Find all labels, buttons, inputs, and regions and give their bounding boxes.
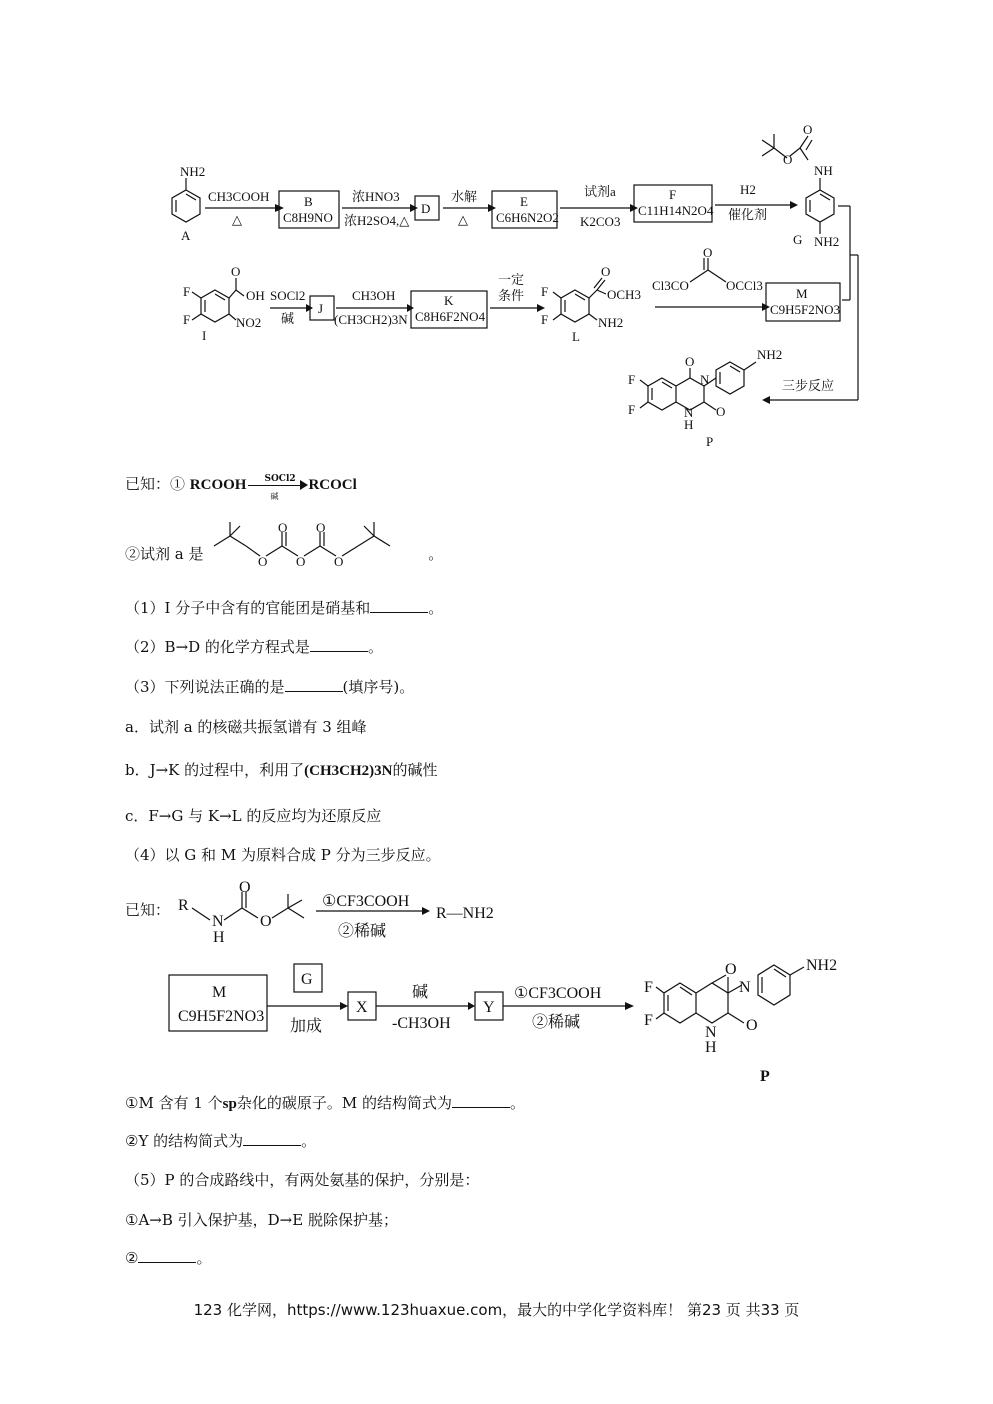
option-a: a．试剂 a 的核磁共振氢谱有 3 组峰 xyxy=(125,718,367,736)
compound-k-name: K xyxy=(444,293,454,308)
known-3-scheme xyxy=(172,878,502,950)
scheme2-x: X xyxy=(356,999,368,1016)
reagent-a-o5: O xyxy=(334,554,344,569)
question-3-text: （3）下列说法正确的是 xyxy=(125,678,285,696)
known-1-prefix: 已知：① xyxy=(125,475,190,493)
compound-p-o2: O xyxy=(716,404,726,419)
option-b-chem: (CH3CH2)3N xyxy=(304,763,393,779)
question-3-end: (填序号)。 xyxy=(342,678,415,696)
compound-p-o1: O xyxy=(685,354,695,369)
question-1-text: （1）I 分子中含有的官能团是硝基和 xyxy=(125,599,371,617)
known-1-arrow-line xyxy=(248,485,302,486)
reagent-left: Cl3CO xyxy=(652,278,689,293)
known-1-arrow-head xyxy=(300,480,308,490)
answer-blank-1[interactable] xyxy=(370,598,428,613)
known-1-arrow xyxy=(246,474,308,501)
answer-blank-4-1[interactable] xyxy=(452,1093,510,1108)
question-4-2-text: ②Y 的结构简式为 xyxy=(125,1132,244,1150)
scheme2-p-n: N xyxy=(739,979,751,996)
step-ij-top: SOCl2 xyxy=(270,288,306,303)
question-4-1-pre: ①M 含有 1 个 xyxy=(125,1094,223,1112)
compound-l-f2: F xyxy=(541,312,549,327)
compound-a-label: A xyxy=(181,228,191,243)
compound-f-formula: C11H14N2O4 xyxy=(638,203,714,218)
step-kl-top2: 条件 xyxy=(498,288,525,303)
question-4-1-end: 。 xyxy=(509,1094,525,1112)
compound-l-och3: OCH3 xyxy=(607,287,641,302)
reagent-a-o1: O xyxy=(258,554,268,569)
known-3-h: H xyxy=(213,929,225,946)
compound-l-nh2: NH2 xyxy=(598,315,624,330)
compound-k-formula: C8H6F2NO4 xyxy=(415,309,486,324)
compound-b-formula: C8H9NO xyxy=(283,210,333,225)
known-1-above: SOCl2 xyxy=(264,474,296,484)
scheme2-minus: -CH3OH xyxy=(392,1015,451,1032)
compound-i-o: O xyxy=(231,264,241,279)
step-fg-bottom: 催化剂 xyxy=(728,207,768,222)
step-kl-top1: 一定 xyxy=(498,272,525,287)
option-c: c．F→G 与 K→L 的反应均为还原反应 xyxy=(125,807,382,825)
question-4-1-sp: sp xyxy=(222,1096,237,1112)
scheme2-p-nh2: NH2 xyxy=(806,957,838,974)
known-3-product: R—NH2 xyxy=(436,905,494,922)
question-3 xyxy=(125,677,414,697)
scheme2-m-formula: C9H5F2NO3 xyxy=(178,1008,265,1025)
question-5: （5）P 的合成路线中，有两处氨基的保护，分别是： xyxy=(125,1171,480,1189)
compound-i-oh: OH xyxy=(246,288,265,303)
question-4-2 xyxy=(125,1131,316,1151)
scheme2-g: G xyxy=(301,971,313,988)
scheme2-y: Y xyxy=(483,999,495,1016)
compound-g-nh2: NH2 xyxy=(814,234,840,249)
scheme2-cond2: ②稀碱 xyxy=(532,1014,581,1031)
step-ab-bottom: △ xyxy=(232,212,242,227)
answer-blank-5-2[interactable] xyxy=(138,1248,196,1263)
known-3-cond2: ②稀碱 xyxy=(338,923,387,940)
answer-blank-2[interactable] xyxy=(310,637,368,652)
step-jk-top: CH3OH xyxy=(352,288,396,303)
compound-p-f2: F xyxy=(628,402,636,417)
known-2-prefix: ②试剂 a 是 xyxy=(125,545,204,563)
scheme2-p-o1: O xyxy=(725,961,737,978)
compound-g-o1: O xyxy=(803,122,813,137)
known-3-prefix: 已知： xyxy=(125,901,171,919)
step-bd-top: 浓HNO3 xyxy=(352,189,400,204)
compound-g-nh: NH xyxy=(814,163,833,178)
compound-p-n: N xyxy=(700,372,710,387)
answer-blank-3[interactable] xyxy=(285,677,343,692)
compound-l-o: O xyxy=(601,264,611,279)
step-p-label: 三步反应 xyxy=(782,378,835,393)
scheme2-p-f2: F xyxy=(644,1012,653,1029)
compound-g-label: G xyxy=(793,232,803,247)
compound-i-f2: F xyxy=(183,312,191,327)
reagent-right: OCCl3 xyxy=(726,278,763,293)
known-2 xyxy=(125,522,444,572)
step-ij-bottom: 碱 xyxy=(281,311,295,326)
known-3-o2: O xyxy=(260,913,272,930)
known-1-below: 碱 xyxy=(270,492,279,501)
compound-g-o2: O xyxy=(783,152,793,167)
known-1 xyxy=(125,474,357,501)
compound-i-f1: F xyxy=(183,284,191,299)
question-5-1: ①A→B 引入保护基，D→E 脱除保护基； xyxy=(125,1211,398,1229)
question-4-1 xyxy=(125,1093,525,1114)
scheme2-m-name: M xyxy=(212,984,227,1001)
scheme2-p-label: P xyxy=(760,1068,770,1085)
compound-e-formula: C6H6N2O2 xyxy=(496,210,559,225)
step-de-bottom: △ xyxy=(458,212,468,227)
scheme2-cond1: ①CF3COOH xyxy=(514,985,602,1002)
step-ef-bottom: K2CO3 xyxy=(580,214,621,229)
option-b-post: 的碱性 xyxy=(392,761,438,779)
question-1 xyxy=(125,598,443,618)
scheme2-p-nh: N xyxy=(705,1024,717,1041)
page-footer: 123 化学网，https://www.123huaxue.com，最大的中学化学资料库！ 第23 页 共33 页 xyxy=(193,1301,800,1319)
scheme2-p-h: H xyxy=(705,1039,717,1056)
synthesis-scheme xyxy=(0,0,993,460)
step-bd-bottom: 浓H2SO4,△ xyxy=(344,213,410,228)
known-3-n: N xyxy=(212,913,224,930)
reagent-a-o4: O xyxy=(316,522,326,535)
compound-d-name: D xyxy=(421,201,431,216)
known-3-o1: O xyxy=(239,879,251,896)
question-4: （4）以 G 和 M 为原料合成 P 分为三步反应。 xyxy=(125,846,441,864)
step-jk-bottom: (CH3CH2)3N xyxy=(334,312,408,327)
question-5-2-end: 。 xyxy=(196,1249,212,1267)
step-ef-top: 试剂a xyxy=(584,184,616,199)
compound-p-label: P xyxy=(706,434,714,449)
option-b-pre: b．J→K 的过程中，利用了 xyxy=(125,761,305,779)
question-4-2-end: 。 xyxy=(301,1132,317,1150)
question-1-end: 。 xyxy=(428,599,444,617)
known-1-left: RCOOH xyxy=(189,477,247,493)
question-2-text: （2）B→D 的化学方程式是 xyxy=(125,638,310,656)
answer-blank-4-2[interactable] xyxy=(243,1131,301,1146)
known-1-right: RCOCl xyxy=(308,477,357,493)
compound-m-name: M xyxy=(796,286,808,301)
compound-j-name: J xyxy=(318,301,324,316)
compound-p-nh: N xyxy=(684,405,694,420)
compound-l-f1: F xyxy=(541,284,549,299)
compound-p-nh2: NH2 xyxy=(757,347,783,362)
step-ab-top: CH3COOH xyxy=(208,189,270,204)
compound-e-name: E xyxy=(520,194,528,209)
step-fg-top: H2 xyxy=(740,182,756,197)
scheme2-p-o2: O xyxy=(746,1017,758,1034)
compound-a-nh2: NH2 xyxy=(180,164,206,179)
scheme2-base: 碱 xyxy=(412,984,429,1001)
known-3-r: R xyxy=(178,897,189,914)
question-4-1-post: 杂化的碳原子。M 的结构简式为 xyxy=(236,1094,452,1112)
reagent-a-o2: O xyxy=(278,522,288,535)
compound-i-label: I xyxy=(202,328,207,343)
compound-f-name: F xyxy=(669,187,677,202)
reagent-a-structure xyxy=(208,522,428,572)
question-5-2-text: ② xyxy=(125,1249,139,1267)
compound-p-h: H xyxy=(684,417,694,432)
known-2-suffix: 。 xyxy=(428,545,444,563)
compound-l-label: L xyxy=(572,329,580,344)
scheme2-add: 加成 xyxy=(290,1018,323,1035)
compound-m-formula: C9H5F2NO3 xyxy=(770,302,841,317)
compound-i-no2: NO2 xyxy=(236,315,262,330)
scheme2-p-f1: F xyxy=(644,979,653,996)
reagent-a-o3: O xyxy=(296,554,306,569)
reagent-o: O xyxy=(703,245,713,260)
compound-b-name: B xyxy=(304,194,313,209)
question-2 xyxy=(125,637,383,657)
option-b xyxy=(125,760,438,781)
compound-p-f1: F xyxy=(628,372,636,387)
question-2-end: 。 xyxy=(367,638,383,656)
known-3-cond1: ①CF3COOH xyxy=(322,893,410,910)
scheme-2 xyxy=(160,955,880,1085)
question-5-2 xyxy=(125,1248,211,1268)
step-de-top: 水解 xyxy=(451,189,478,204)
